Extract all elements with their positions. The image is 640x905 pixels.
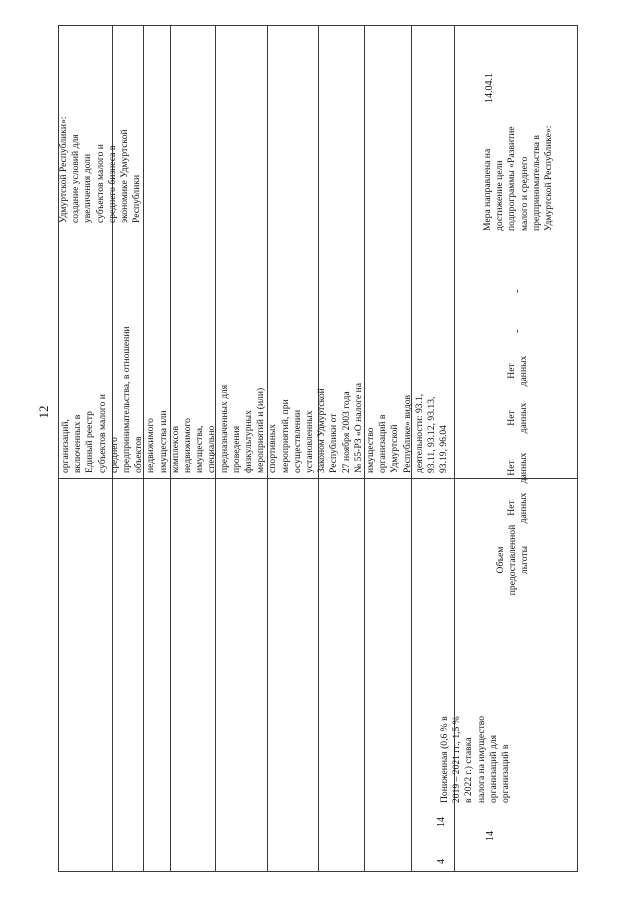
benefit-description-cell: организаций, включенных в Единый реестр субъектов малого и среднего предпринимательства, в отношении объектов недвижимого имущества или комплексов недвижимого имущества, специально предназначенных для проведения физкультурных мероприятий и (или) спортивных мероприятий, при осуществлении установленных Законом Удмуртской Республики от 27 ноября 2003 года № 55-РЗ «О налоге на имущество организаций в Удмуртской Республике» видов деятельности: 93.1, 93.11, 93.12, 93.13, 93.19, 96.04 xyxy=(60,326,450,473)
indicator-cell: Объем предоставленной льготы xyxy=(495,524,531,596)
page-number: 12 xyxy=(36,405,51,419)
column-border xyxy=(577,25,578,872)
value-cell: Нет данных xyxy=(506,452,530,484)
dash-cell: - xyxy=(512,289,523,293)
section-code-cell: 14.04.1 xyxy=(484,73,495,103)
value-cell: Нет данных xyxy=(506,355,530,387)
goal-description-cell: Мера направлена на достижение цели подпрограммы «Развитие малого и среднего предпринимательства в Удмуртской Республике»: xyxy=(482,125,555,231)
goal-description-cell: Удмуртской Республики»: создание условий для увеличения доли субъектов малого и среднего бизнеса в экономике Удмуртской Республики xyxy=(58,116,143,223)
dash-cell: - xyxy=(512,329,523,333)
data-table xyxy=(58,25,578,872)
value-cell: Нет данных xyxy=(506,402,530,434)
code-b-cell: 14 xyxy=(436,817,447,827)
code-a-cell: 4 xyxy=(436,859,447,864)
value-cell: Нет данных xyxy=(506,492,530,524)
benefit-description-cell: Пониженная (0,6 % в 2019 – 2021 гг., 1,5 % в 2022 г.) ставка налога на имущество организаций для организаций в xyxy=(439,715,512,803)
row-number-cell: 14 xyxy=(485,831,496,841)
